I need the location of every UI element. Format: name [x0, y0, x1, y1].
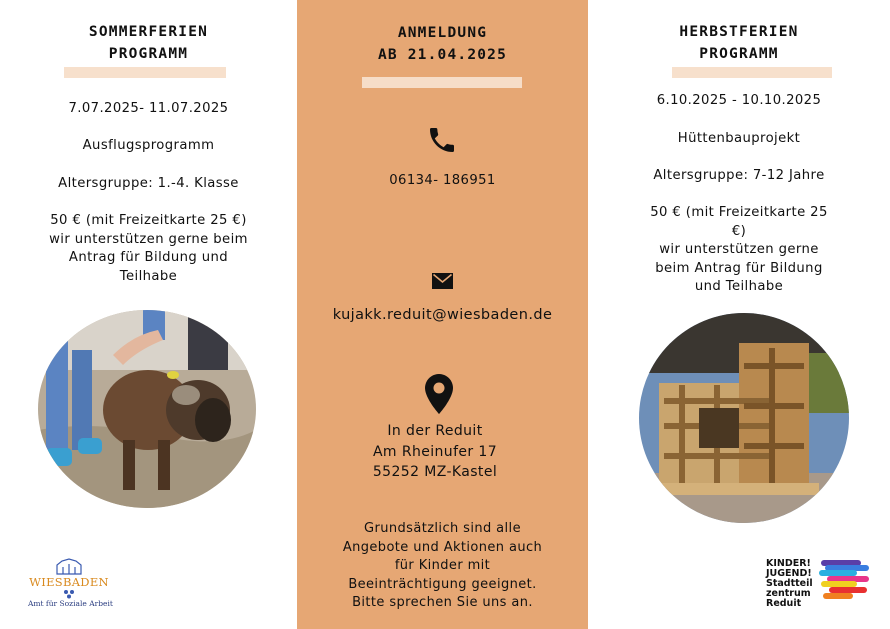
email-address[interactable]: kujakk.reduit@wiesbaden.de: [332, 307, 553, 323]
wiesbaden-crest-icon: [54, 558, 84, 576]
summer-title-bar: [64, 67, 226, 78]
autumn-title-bar: [672, 67, 832, 78]
hut-building-photo-image: [639, 313, 849, 523]
autumn-age-group: Altersgruppe: 7-12 Jahre: [653, 168, 825, 183]
autumn-program-panel: [588, 0, 890, 629]
autumn-title: HERBSTFERIEN PROGRAMM: [679, 24, 799, 62]
wiesbaden-office: Amt für Soziale Arbeit: [28, 599, 113, 608]
summer-program-panel: [0, 0, 297, 629]
summer-program: Ausflugsprogramm: [82, 138, 215, 153]
envelope-icon: [432, 273, 453, 289]
goat-photo-image: [38, 310, 256, 508]
location-pin-icon: [425, 374, 453, 414]
phone-number[interactable]: 06134- 186951: [389, 173, 496, 188]
summer-price: 50 € (mit Freizeitkarte 25 €) wir unterstützen gerne beim Antrag für Bildung und Teilhabe: [49, 213, 248, 284]
summer-age-group: Altersgruppe: 1.-4. Klasse: [58, 176, 239, 191]
autumn-program: Hüttenbauprojekt: [677, 131, 801, 146]
kinder-jugend-stadtteilzentrum-logo: KINDER! JUGEND! Stadtteil zentrum Reduit: [766, 559, 874, 617]
autumn-dates: 6.10.2025 - 10.10.2025: [656, 93, 822, 108]
summer-dates: 7.07.2025- 11.07.2025: [68, 101, 229, 116]
rainbow-stripes-icon: [819, 560, 871, 600]
phone-icon: [426, 124, 458, 156]
autumn-price: 50 € (mit Freizeitkarte 25 €) wir unterstützen gerne beim Antrag für Bildung und Teilhabe: [650, 205, 828, 294]
registration-title-bar: [362, 77, 522, 88]
summer-title: SOMMERFERIEN PROGRAMM: [88, 24, 209, 62]
wiesbaden-logo: [28, 558, 113, 614]
wiesbaden-name: WIESBADEN: [29, 575, 109, 589]
address: In der Reduit Am Rheinufer 17 55252 MZ-Kastel: [372, 423, 498, 480]
hut-building-photo: [639, 313, 849, 523]
wiesbaden-lilies-icon: [63, 589, 75, 599]
registration-title: ANMELDUNG AB 21.04.2025: [377, 25, 508, 63]
goat-photo: [38, 310, 256, 508]
registration-panel: [297, 0, 588, 629]
inclusion-note: Grundsätzlich sind alle Angebote und Aktionen auch für Kinder mit Beeinträchtigung geeignet. Bitte sprechen Sie uns an.: [342, 521, 543, 610]
